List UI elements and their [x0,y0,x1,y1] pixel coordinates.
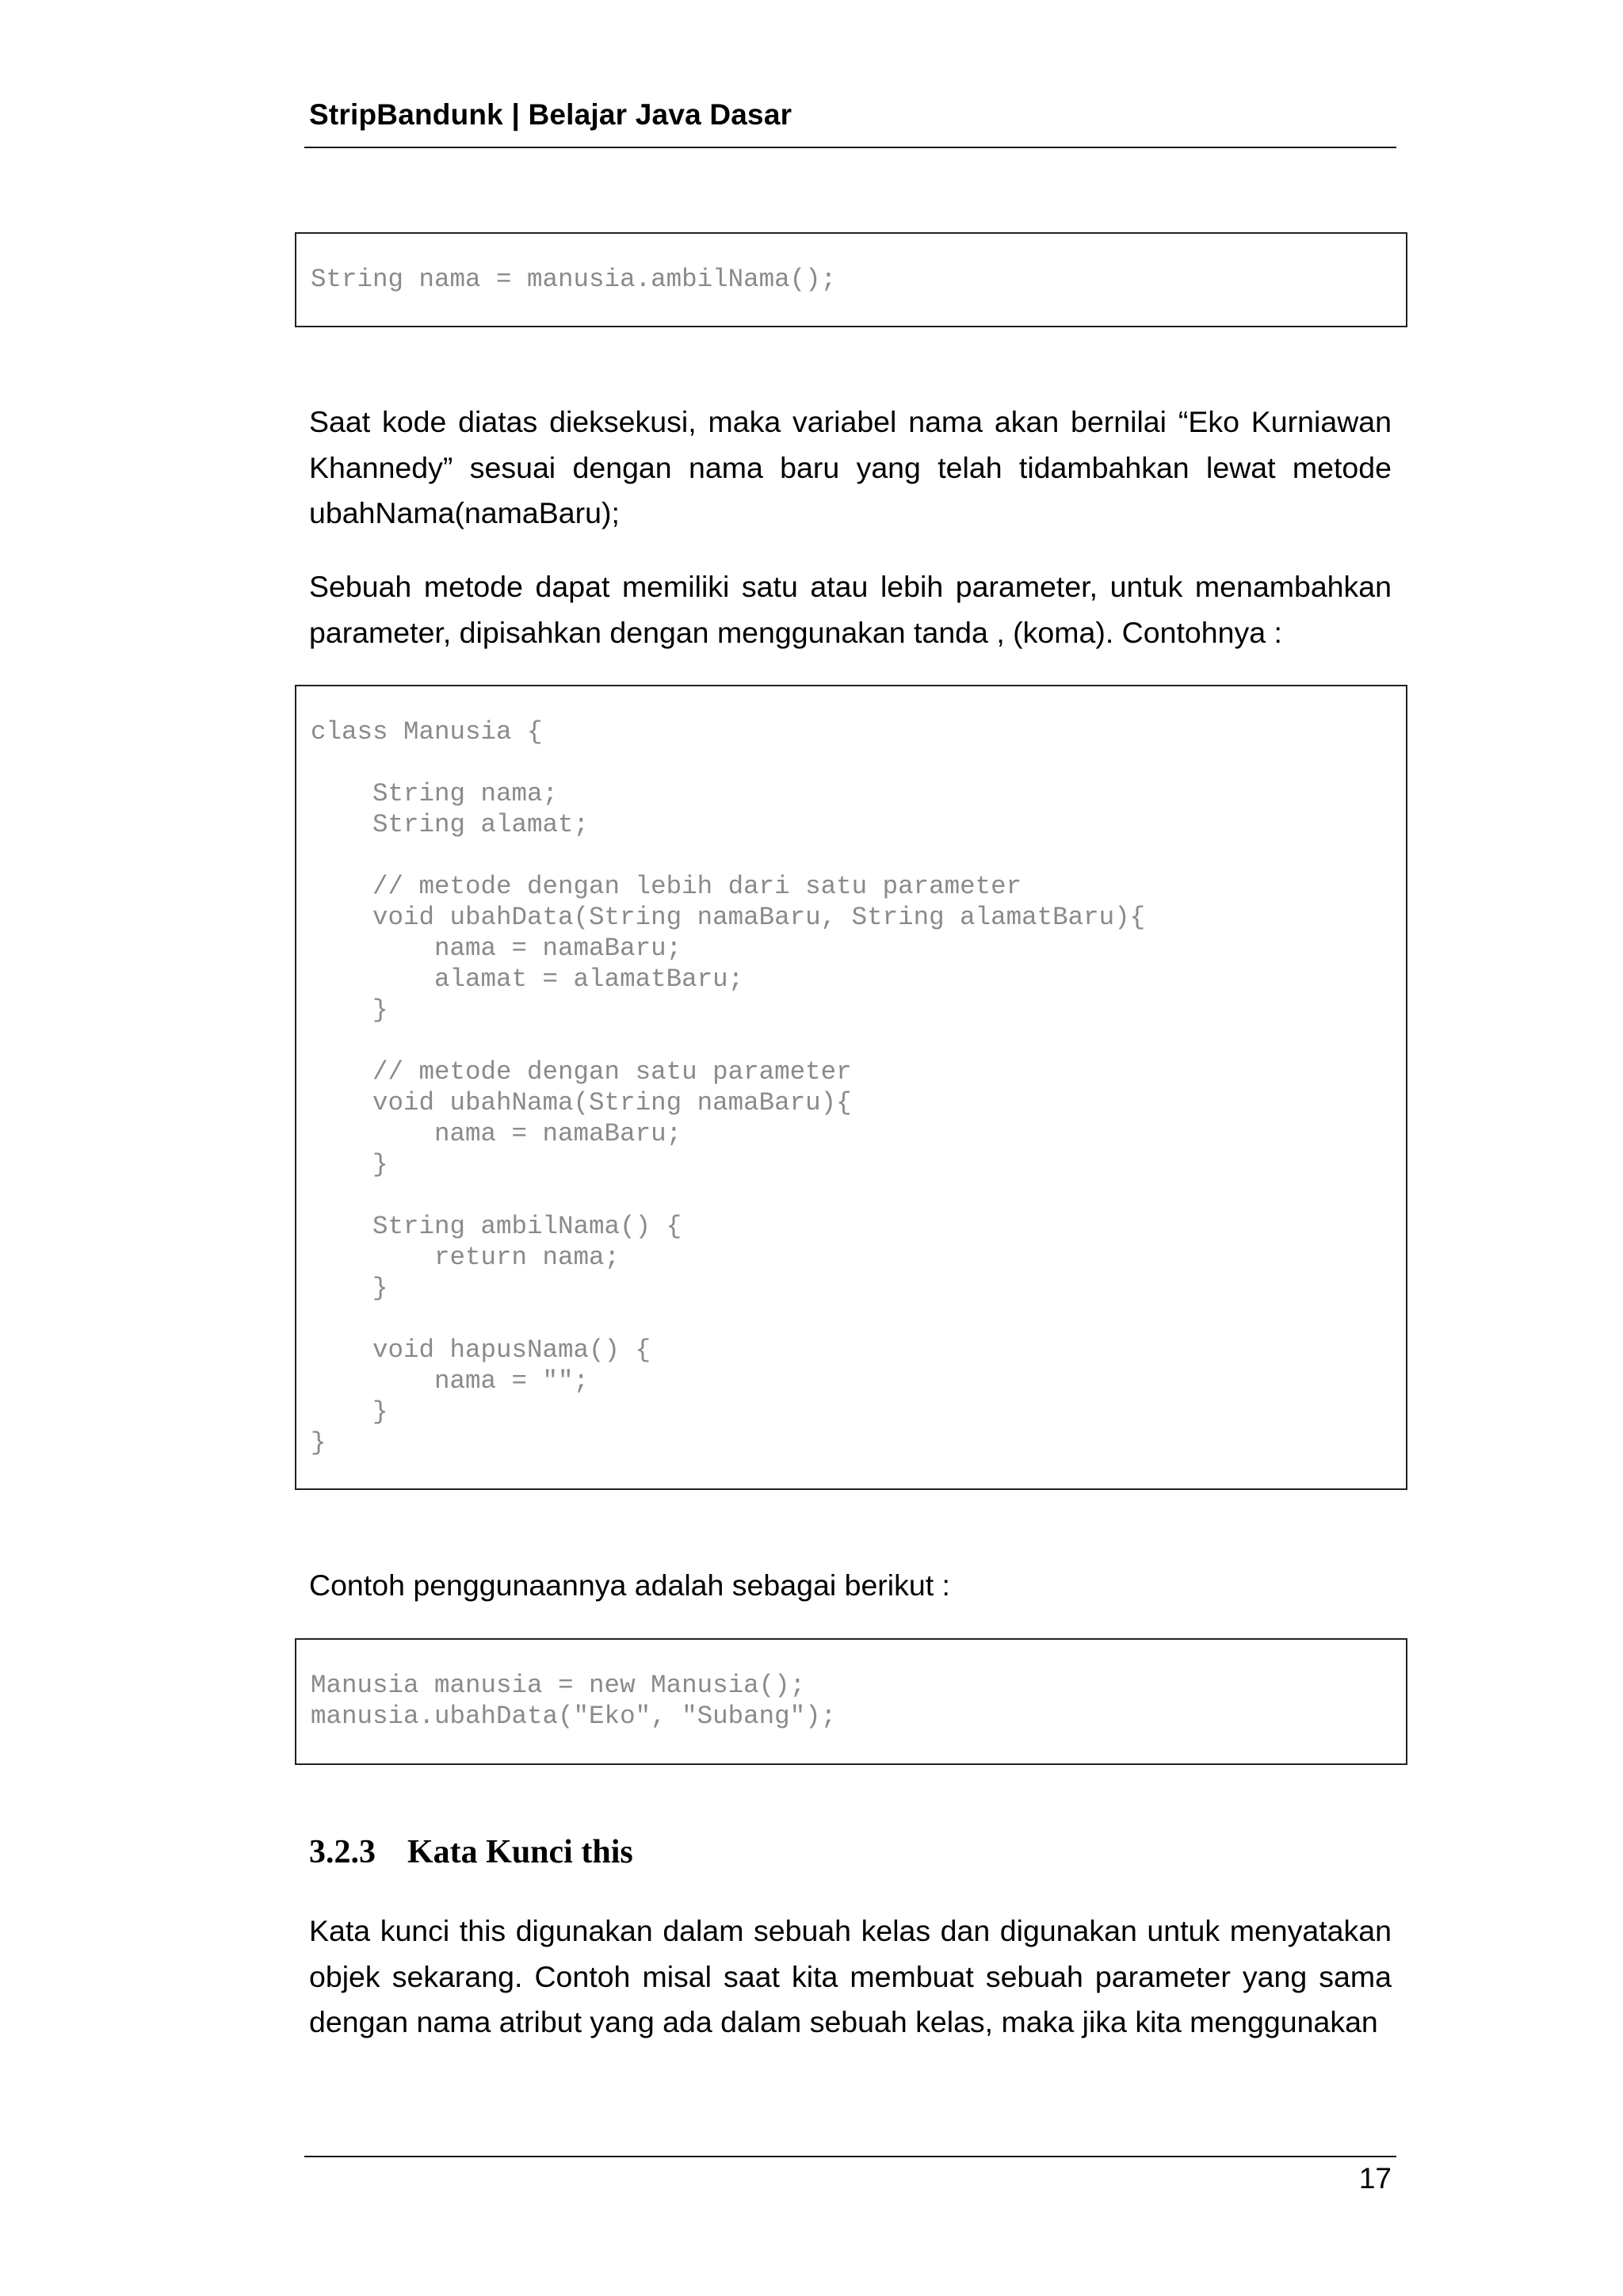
code-text: String nama = manusia.ambilNama(); [311,265,837,294]
paragraph-kata-kunci-this: Kata kunci this digunakan dalam sebuah kelas dan digunakan untuk menyatakan objek sekarang. Contoh misal saat kita membuat sebuah parameter yang sama dengan nama atribut yang ada dalam sebuah kelas, maka jika kita menggunakan [309,1914,1392,2038]
code-text: class Manusia { String nama; String alamat; // metode dengan lebih dari satu parameter void ubahData(String namaBaru, String alamatBaru){ nama = namaBaru; alamat = alamatBaru; } // metode dengan satu parameter void ubahNama(String namaBaru){ nama = namaBaru; } String ambilNama() { return nama; } void hapusNama() { nama = ""; } } [311,717,1146,1457]
footer-rule [304,2156,1396,2157]
paragraph-parameter: Sebuah metode dapat memiliki satu atau lebih parameter, untuk menambahkan parameter, dipisahkan dengan menggunakan tanda , (koma). Contohnya : [309,570,1392,649]
section-number: 3.2.3 [309,1834,376,1870]
paragraph-contoh-penggunaan: Contoh penggunaannya adalah sebagai berikut : [309,1568,950,1602]
page-number: 17 [1358,2162,1392,2195]
section-title: Kata Kunci this [407,1834,633,1870]
running-header: StripBandunk | Belajar Java Dasar [309,98,792,131]
code-block-class-manusia [295,685,1407,1490]
paragraph-eksekusi: Saat kode diatas dieksekusi, maka variabel nama akan bernilai “Eko Kurniawan Khannedy” sesuai dengan nama baru yang telah tidambahkan lewat metode ubahNama(namaBaru); [309,405,1392,529]
code-text: Manusia manusia = new Manusia(); manusia.ubahData("Eko", "Subang"); [311,1671,837,1731]
code-block-ubah-data [295,1638,1407,1765]
header-rule [304,147,1396,148]
section-heading [309,1833,633,1871]
code-block-ambil-nama [295,232,1407,327]
